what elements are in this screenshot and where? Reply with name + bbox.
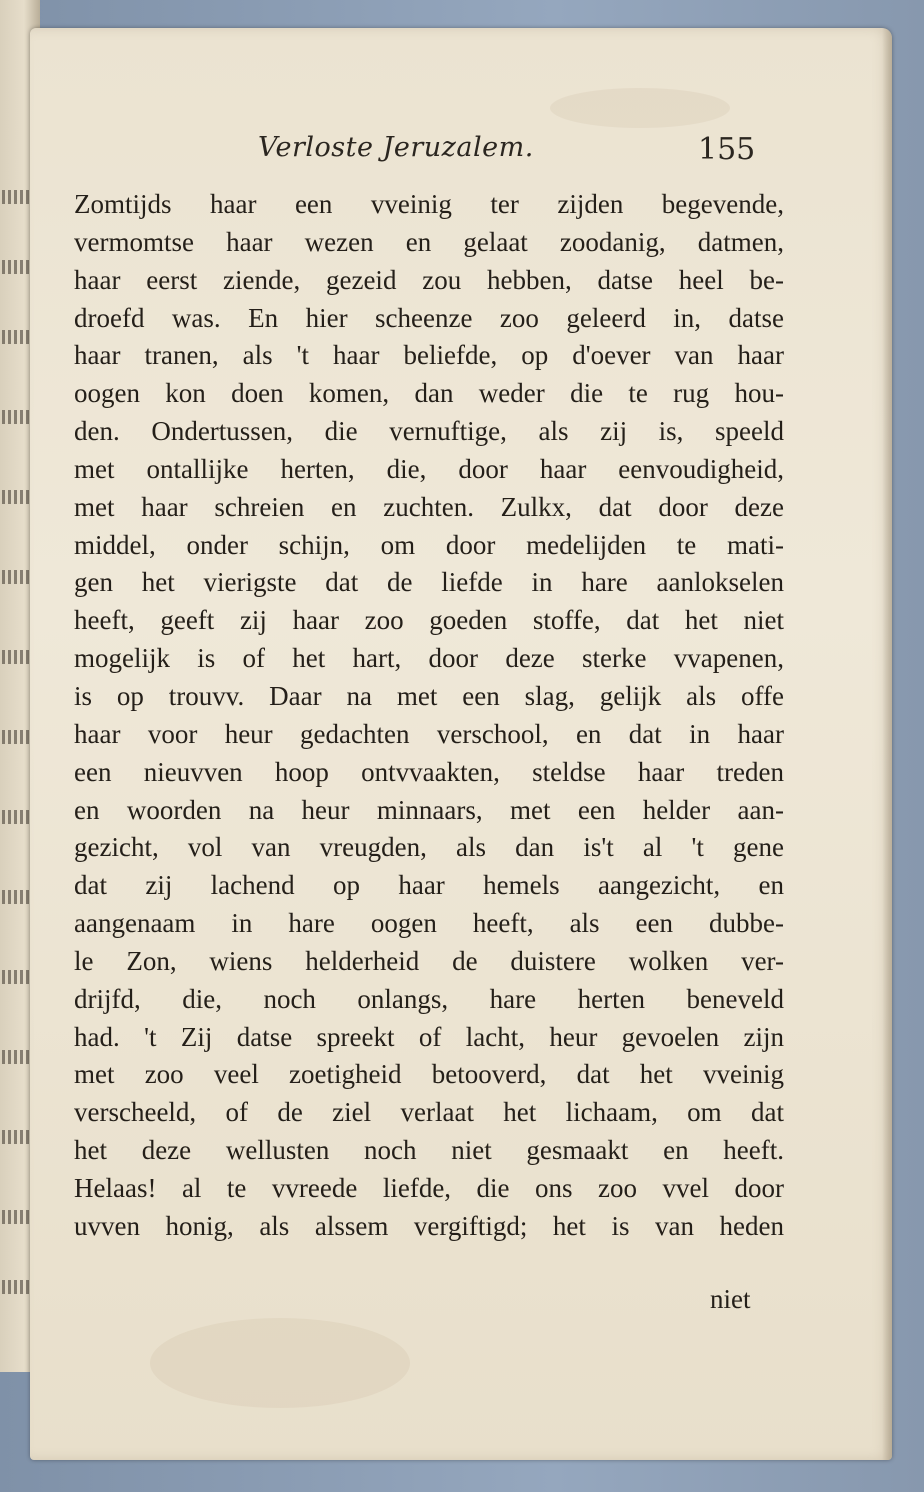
text-line: uvven honig, als alssem vergiftigd; het is van heden <box>74 1210 784 1241</box>
previous-page-text-fragment <box>2 570 32 584</box>
previous-page-text-fragment <box>2 730 32 744</box>
book-page <box>30 28 892 1460</box>
paper-stain <box>150 1318 410 1408</box>
catchword: niet <box>710 1284 751 1314</box>
text-line: mogelijk is of het hart, door deze sterke vvapenen, <box>74 643 784 674</box>
text-line: met ontallijke herten, die, door haar eenvoudigheid, <box>74 453 784 484</box>
previous-page-text-fragment <box>2 330 32 344</box>
previous-page-text-fragment <box>2 1130 32 1144</box>
text-line: een nieuvven hoop ontvvaakten, steldse haar treden <box>74 756 784 787</box>
previous-page-text-fragment <box>2 410 32 424</box>
previous-page-text-fragment <box>2 1050 32 1064</box>
text-line: heeft, geeft zij haar zoo goeden stoffe, dat het niet <box>74 605 784 636</box>
text-line: haar tranen, als 't haar beliefde, op d'oever van haar <box>74 340 784 371</box>
previous-page-text-fragment <box>2 1280 32 1294</box>
previous-page-text-fragment <box>2 650 32 664</box>
text-line: haar eerst ziende, gezeid zou hebben, datse heel be- <box>74 264 784 295</box>
text-line: vermomtse haar wezen en gelaat zoodanig, datmen, <box>74 226 784 257</box>
text-line: had. 't Zij datse spreekt of lacht, heur gevoelen zijn <box>74 1021 784 1052</box>
text-line: oogen kon doen komen, dan weder die te rug hou- <box>74 378 784 409</box>
text-line: is op trouvv. Daar na met een slag, gelijk als offe <box>74 680 784 711</box>
page-number: 155 <box>698 132 756 167</box>
text-line: gen het vierigste dat de liefde in hare aanlokselen <box>74 567 784 598</box>
text-line: le Zon, wiens helderheid de duistere wolken ver- <box>74 945 784 976</box>
text-line: drijfd, die, noch onlangs, hare herten beneveld <box>74 983 784 1014</box>
previous-page-text-fragment <box>2 810 32 824</box>
text-line: aangenaam in hare oogen heeft, als een dubbe- <box>74 908 784 939</box>
text-line: Zomtijds haar een vveinig ter zijden begevende, <box>74 189 784 219</box>
text-line: haar voor heur gedachten verschool, en dat in haar <box>74 718 784 749</box>
text-line: gezicht, vol van vreugden, als dan is't al 't gene <box>74 832 784 863</box>
body-text <box>74 186 784 1246</box>
text-line: middel, onder schijn, om door medelijden te mati- <box>74 529 784 560</box>
text-line: met haar schreien en zuchten. Zulkx, dat door deze <box>74 491 784 522</box>
text-line: verscheeld, of de ziel verlaat het lichaam, om dat <box>74 1097 784 1128</box>
previous-page-text-fragment <box>2 1210 32 1224</box>
previous-page-text-fragment <box>2 260 32 274</box>
text-line: den. Ondertussen, die vernuftige, als zij is, speeld <box>74 416 784 447</box>
previous-page-text-fragment <box>2 490 32 504</box>
paper-stain <box>550 88 730 128</box>
text-line: Helaas! al te vvreede liefde, die ons zoo vvel door <box>74 1172 784 1203</box>
running-head: Verloste Jeruzalem. <box>258 132 534 163</box>
text-line: het deze wellusten noch niet gesmaakt en heeft. <box>74 1135 784 1166</box>
text-line: droefd was. En hier scheenze zoo geleerd in, datse <box>74 302 784 333</box>
text-line: dat zij lachend op haar hemels aangezicht, en <box>74 870 784 901</box>
page-edge-shadow <box>882 28 892 1460</box>
text-line: en woorden na heur minnaars, met een helder aan- <box>74 794 784 825</box>
previous-page-text-fragment <box>2 970 32 984</box>
previous-page-text-fragment <box>2 190 32 204</box>
text-line: met zoo veel zoetigheid betooverd, dat het vveinig <box>74 1059 784 1090</box>
previous-page-text-fragment <box>2 890 32 904</box>
